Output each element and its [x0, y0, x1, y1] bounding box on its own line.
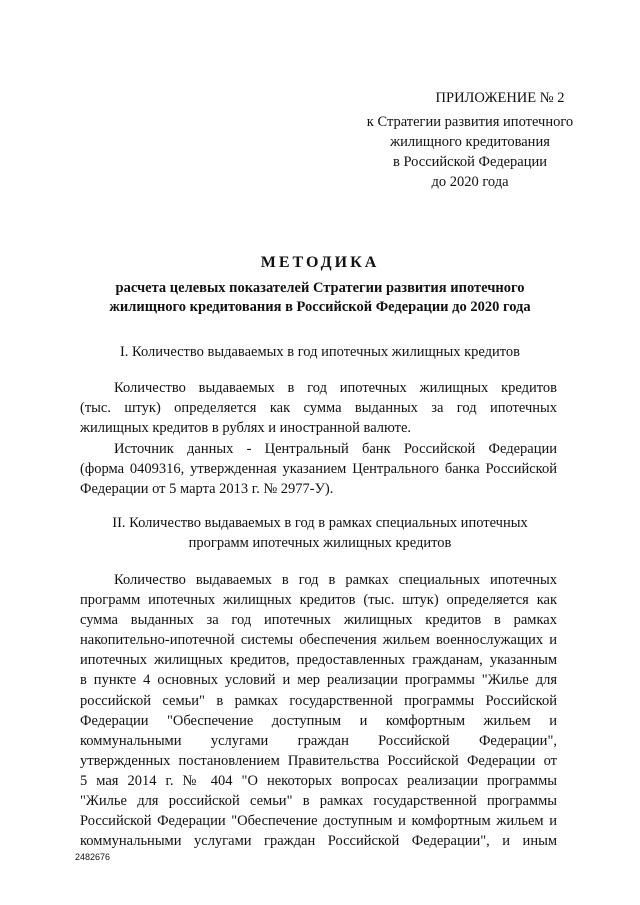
- section-2-heading: [60, 513, 580, 553]
- section-1-paragraph-2: [80, 439, 557, 499]
- paragraph-line: (форма 0409316, утвержденная указанием Центрального банка Российской: [80, 461, 557, 478]
- appendix-line: к Стратегии развития ипотечного: [366, 114, 574, 130]
- section-1-heading: [60, 342, 580, 362]
- paragraph-line: в пункте 4 основных условий и мер реализации программы "Жилье для: [80, 672, 557, 689]
- document-subtitle: [60, 279, 580, 317]
- appendix-number: ПРИЛОЖЕНИЕ № 2: [435, 90, 565, 106]
- paragraph-line: 5 мая 2014 г. № 404 "О некоторых вопросах реализации программы: [80, 772, 557, 789]
- appendix-line: до 2020 года: [431, 174, 509, 190]
- paragraph-line: российской семьи" в рамках государственной программы Российской: [80, 692, 557, 709]
- section-2-heading-line: II. Количество выдаваемых в год в рамках специальных ипотечных: [112, 515, 528, 531]
- paragraph-line: жилищных кредитов в рублях и иностранной валюте.: [80, 420, 412, 437]
- paragraph-line: Федерации от 5 марта 2013 г. № 2977-У).: [80, 481, 334, 498]
- appendix-block: [320, 88, 620, 108]
- subtitle-line: жилищного кредитования в Российской Федерации до 2020 года: [109, 299, 531, 315]
- paragraph-line: накопительно-ипотечной системы обеспечения жильем военнослужащих и: [80, 632, 557, 649]
- paragraph-line: Количество выдаваемых в год ипотечных жилищных кредитов: [114, 380, 557, 396]
- section-1-heading-text: I. Количество выдаваемых в год ипотечных жилищных кредитов: [119, 344, 521, 360]
- paragraph-line: "Жилье для российской семьи" в рамках государственной программы: [80, 793, 557, 810]
- appendix-line: жилищного кредитования: [390, 134, 550, 150]
- paragraph-line: Количество выдаваемых в год в рамках специальных ипотечных: [114, 572, 557, 588]
- paragraph-line: (тыс. штук) определяется как сумма выданных за год ипотечных: [80, 400, 557, 417]
- paragraph-line: Российской Федерации "Обеспечение доступным и комфортным жильем и: [80, 813, 557, 830]
- section-1-paragraph-1: [80, 378, 557, 438]
- paragraph-line: Источник данных - Центральный банк Российской Федерации: [114, 441, 557, 457]
- paragraph-line: коммунальными услугами граждан Российской Федерации",: [80, 732, 557, 749]
- paragraph-line: Федерации "Обеспечение доступным и комфортным жильем и: [80, 712, 557, 729]
- section-2-heading-line: программ ипотечных жилищных кредитов: [188, 535, 452, 551]
- section-2-paragraph: [80, 570, 557, 851]
- document-id: 2482676: [75, 852, 111, 862]
- appendix-line: в Российской Федерации: [392, 154, 548, 170]
- subtitle-line: расчета целевых показателей Стратегии развития ипотечного: [115, 280, 525, 296]
- paragraph-line: ипотечных жилищных кредитов, предоставленных гражданам, указанным: [80, 652, 557, 669]
- paragraph-line: утвержденных постановлением Правительства Российской Федерации от: [80, 752, 557, 769]
- paragraph-line: программ ипотечных жилищных кредитов (тыс. штук) определяется как: [80, 592, 557, 609]
- paragraph-line: коммунальными услугами граждан Российской Федерации", и иным: [80, 833, 557, 850]
- paragraph-line: сумма выданных за год ипотечных жилищных кредитов в рамках: [80, 612, 557, 629]
- document-title: МЕТОДИКА: [260, 254, 380, 271]
- appendix-caption: [320, 112, 620, 192]
